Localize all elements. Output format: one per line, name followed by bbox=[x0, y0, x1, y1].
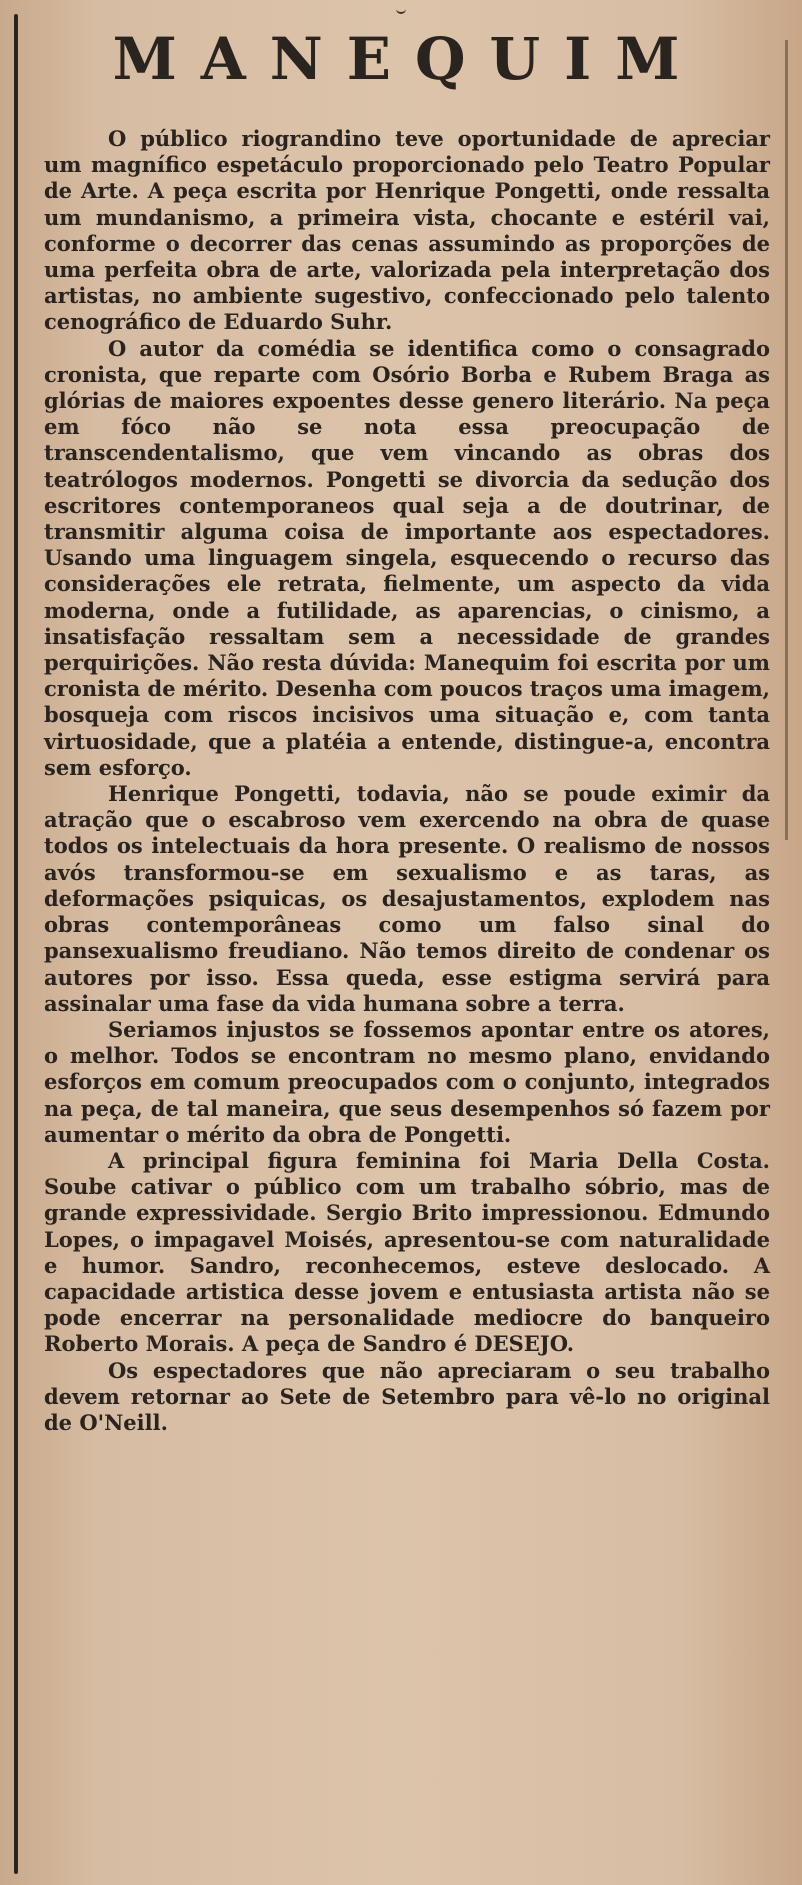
paragraph-2: O autor da comédia se identifica como o consagrado cronista, que reparte com Osório Borba e Rubem Braga as glórias de maiores expoentes desse genero literário. Na peça em fóco não se nota essa preocupação de transcendentalismo, que vem vincando as obras dos teatrólogos modernos. Pongetti se divorcia da sedução dos escritores contemporaneos qual seja a de doutrinar, de transmitir alguma coisa de importante aos espectadores. Usando uma linguagem singela, esquecendo o recurso das considerações ele retrata, fielmente, um aspecto da vida moderna, onde a futilidade, as aparencias, o cinismo, a insatisfação ressaltam sem a necessidade de grandes perquirições. Não resta dúvida: Manequim foi escrita por um cronista de mérito. Desenha com poucos traços uma imagem, bosqueja com riscos incisivos uma situação e, com tanta virtuosidade, que a platéia a entende, distingue-a, encontra sem esforço. bbox=[44, 335, 770, 780]
paragraph-4: Seriamos injustos se fossemos apontar entre os atores, o melhor. Todos se encontram no mesmo plano, envidando esforços em comum preocupados com o conjunto, integrados na peça, de tal maneira, que seus desempenhos só fazem por aumentar o mérito da obra de Pongetti. bbox=[44, 1016, 770, 1147]
article-title: MANEQUIM bbox=[112, 25, 704, 93]
paragraph-3: Henrique Pongetti, todavia, não se poude eximir da atração que o escabroso vem exercendo na obra de quase todos os intelectuais da hora presente. O realismo de nossos avós transformou-se em sexualismo e as taras, as deformações psiquicas, os desajustamentos, explodem nas obras contemporâneas como um falso sinal do pansexualismo freudiano. Não temos direito de condenar os autores por isso. Essa queda, esse estigma servirá para assinalar uma fase da vida humana sobre a terra. bbox=[44, 781, 770, 1016]
ornament-mark bbox=[396, 0, 406, 14]
article-body bbox=[44, 126, 770, 1436]
right-border-line bbox=[785, 40, 788, 840]
paragraph-6: Os espectadores que não apreciaram o seu trabalho devem retornar ao Sete de Setembro para vê-lo no original de O'Neill. bbox=[44, 1357, 770, 1435]
paragraph-5: A principal figura feminina foi Maria Della Costa. Soube cativar o público com um trabalho sóbrio, mas de grande expressividade. Sergio Brito impressionou. Edmundo Lopes, o impagavel Moisés, apresentou-se com naturalidade e humor. Sandro, reconhecemos, esteve deslocado. A capacidade artistica desse jovem e entusiasta artista não se pode encerrar na personalidade mediocre do banqueiro Roberto Morais. A peça de Sandro é DESEJO. bbox=[44, 1147, 770, 1357]
paragraph-1: O público riograndino teve oportunidade de apreciar um magnífico espetáculo proporcionado pelo Teatro Popular de Arte. A peça escrita por Henrique Pongetti, onde ressalta um mundanismo, a primeira vista, chocante e estéril vai, conforme o decorrer das cenas assumindo as proporções de uma perfeita obra de arte, valorizada pela interpretação dos artistas, no ambiente sugestivo, confeccionado pelo talento cenográfico de Eduardo Suhr. bbox=[44, 126, 770, 335]
column-border-line bbox=[14, 14, 18, 1874]
